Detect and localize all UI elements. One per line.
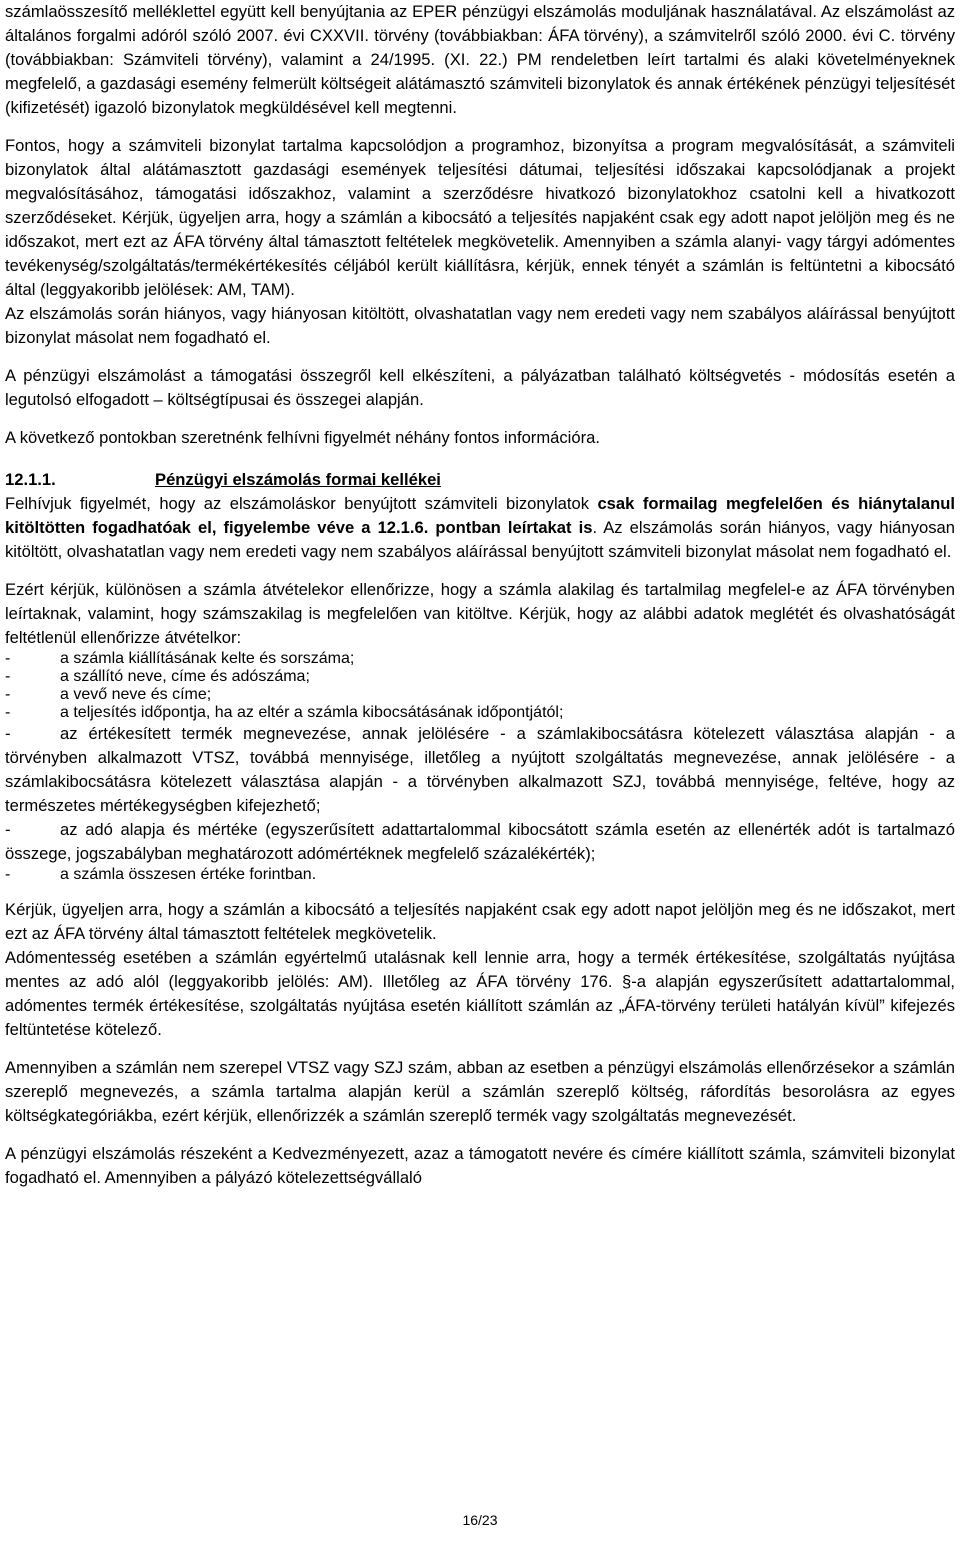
formai-kellekek-bold: csak formailag megfelelően és hiánytalanul kitöltötten fogadhatóak el, figyelembe véve a 12.1.6. pontban leírtakat is xyxy=(5,494,955,537)
paragraph-kovetkezo-pontok: A következő pontokban szeretnénk felhívni figyelmét néhány fontos információra. xyxy=(5,428,600,447)
list-item xyxy=(5,686,955,704)
paragraph-vtsz-szj: Amennyiben a számlán nem szerepel VTSZ vagy SZJ szám, abban az esetben a pénzügyi elszámolás ellenőrzésekor a számlán szereplő megnevezés, a számla tartalma alapján kerül a számlán szereplő költség, ráfordítás besorolásra az egyes költségkategóriákba, ezért kérjük, ellenőrizzék a számlán szereplő termék vagy szolgáltatás megnevezését. xyxy=(5,1058,955,1125)
list-item-text: a vevő neve és címe; xyxy=(60,686,212,703)
list-item xyxy=(5,650,955,668)
list-dash: - xyxy=(5,724,11,743)
required-data-list xyxy=(5,650,955,884)
list-item-text: a szállító neve, címe és adószáma; xyxy=(60,668,310,685)
document-page xyxy=(5,0,955,1190)
list-dash: - xyxy=(5,704,11,721)
paragraph-intro: számlaösszesítő melléklettel együtt kell benyújtania az EPER pénzügyi elszámolás moduljának használatával. Az elszámolást az általános forgalmi adóról szóló 2007. évi CXXVII. törvény (továbbiakban: ÁFA törvény), a számvitelről szóló 2000. évi C. törvény (továbbiakban: Számviteli törvény), valamint a 24/1995. (XI. 22.) PM rendeletben leírt tartalmi és alaki követelményeknek megfelelő, a gazdasági esemény felmerült költségeit alátámasztó számviteli bizonylatok és annak értékének pénzügyi teljesítését (kifizetését) igazoló bizonylatok megküldésével kell megtenni. xyxy=(5,2,955,117)
page-number: 16/23 xyxy=(462,1512,498,1528)
section-number: 12.1.1. xyxy=(5,470,56,489)
list-item-text: az értékesített termék megnevezése, annak jelölésére - a számlakibocsátásra kötelezett választása alapján - a törvényben alkalmazott VTSZ, továbbá mennyisége, illetőleg a nyújtott szolgáltatás megnevezése, annak jelölésére - a számlakibocsátásra kötelezett választása alapján - a törvényben alkalmazott SZJ, továbbá mennyisége, feltéve, hogy az természetes mértékegységben kifejezhető; xyxy=(5,724,955,815)
list-dash: - xyxy=(5,668,11,685)
list-item xyxy=(5,866,955,884)
list-item xyxy=(5,704,955,722)
list-item-text: a teljesítés időpontja, ha az eltér a számla kibocsátásának időpontjától; xyxy=(60,704,564,721)
paragraph-bizonylat-tartalma: Fontos, hogy a számviteli bizonylat tartalma kapcsolódjon a programhoz, bizonyítsa a program megvalósítását, a számviteli bizonylatok által alátámasztott gazdasági események teljesítési dátumai, teljesítési időszakai kapcsolódjanak a projekt megvalósításához, támogatási időszakhoz, valamint a szerződésre hivatkozó bizonylatokhoz csatolni kell a hivatkozott szerződéseket. Kérjük, ügyeljen arra, hogy a számlán a kibocsátó a teljesítés napjaként csak egy adott napot jelöljön meg és ne időszakot, mert ezt az ÁFA törvény által támasztott feltételek megkövetelik. Amennyiben a számla alanyi- vagy tárgyi adómentes tevékenység/szolgáltatás/termékértékesítés céljából került kiállításra, kérjük, ennek tényét a számlán is feltüntetni a kibocsátó által (leggyakoribb jelölések: AM, TAM). xyxy=(5,136,955,299)
paragraph-szamla-atvetel: Ezért kérjük, különösen a számla átvételekor ellenőrizze, hogy a számla alakilag és tartalmilag megfelel-e az ÁFA törvényben leírtaknak, valamint, hogy számszakilag is megfelelően van kitöltve. Kérjük, hogy az alábbi adatok meglétét és olvashatóságát feltétlenül ellenőrizze átvételkor: xyxy=(5,580,955,647)
list-dash: - xyxy=(5,866,11,883)
paragraph-formai-kellekek xyxy=(5,492,955,564)
paragraph-adomentesseg: Adómentesség esetében a számlán egyértelmű utalásnak kell lennie arra, hogy a termék értékesítése, szolgáltatás nyújtása mentes az adó alól (leggyakoribb jelölés: AM). Illetőleg az ÁFA törvény 176. §-a alapján egyszerűsített adattartalommal, adómentes termék értékesítése, szolgáltatás nyújtása esetén kiállított számlán az „ÁFA-törvény területi hatályán kívül” kifejezés feltüntetése kötelező. xyxy=(5,948,955,1039)
list-item-text: a számla kiállításának kelte és sorszáma; xyxy=(60,650,355,667)
formai-kellekek-text-b: . Az elszámolás során hiányos, vagy hiányosan kitöltött, olvashatatlan vagy nem eredeti vagy nem szabályos aláírással benyújtott számviteli bizonylat másolat nem fogadható el. xyxy=(5,518,955,561)
list-item-text: a számla összesen értéke forintban. xyxy=(60,866,317,883)
section-title: Pénzügyi elszámolás formai kellékei xyxy=(155,470,441,489)
paragraph-hianyos-bizonylat: Az elszámolás során hiányos, vagy hiányosan kitöltött, olvashatatlan vagy nem eredeti vagy nem szabályos aláírással benyújtott bizonylat másolat nem fogadható el. xyxy=(5,304,955,347)
list-item-text: az adó alapja és mértéke (egyszerűsített adattartalommal kibocsátott számla esetén az ellenérték adót is tartalmazó összege, jogszabályban meghatározott adómértéknek megfelelő százalékérték); xyxy=(5,820,955,863)
list-item xyxy=(5,818,955,866)
list-dash: - xyxy=(5,686,11,703)
list-dash: - xyxy=(5,650,11,667)
formai-kellekek-text-a: Felhívjuk figyelmét, hogy az elszámoláskor benyújtott számviteli bizonylatok xyxy=(5,494,598,513)
list-item xyxy=(5,722,955,818)
list-dash: - xyxy=(5,820,11,839)
section-heading xyxy=(5,468,955,492)
paragraph-penzugyi-elszamolas: A pénzügyi elszámolást a támogatási összegről kell elkészíteni, a pályázatban található költségvetés - módosítás esetén a legutolsó elfogadott – költségtípusai és összegei alapján. xyxy=(5,366,955,409)
list-item xyxy=(5,668,955,686)
paragraph-teljesites-napja: Kérjük, ügyeljen arra, hogy a számlán a kibocsátó a teljesítés napjaként csak egy adott napot jelöljön meg és ne időszakot, mert ezt az ÁFA törvény által támasztott feltételek megkövetelik. xyxy=(5,900,955,943)
paragraph-kedvezmenyezett: A pénzügyi elszámolás részeként a Kedvezményezett, azaz a támogatott nevére és címére kiállított számla, számviteli bizonylat fogadható el. Amennyiben a pályázó kötelezettségvállaló xyxy=(5,1144,955,1187)
